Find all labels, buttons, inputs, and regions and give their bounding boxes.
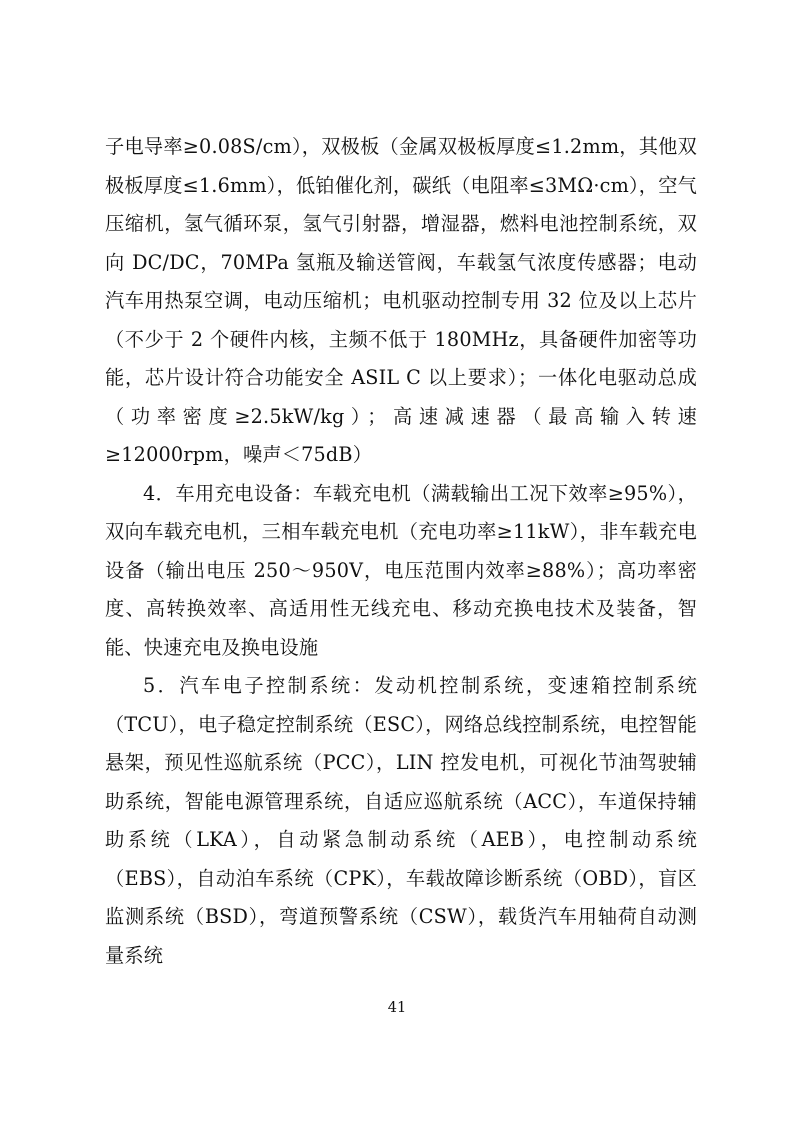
paragraph-item-4: 4．车用充电设备：车载充电机（满载输出工况下效率≥95%），双向车载充电机，三相车载充电机（充电功率≥11kW），非车载充电设备（输出电压 250～950V，电压范围内效率≥88%）；高功率密度、高转换效率、高适用性无线充电、移动充换电技术及装备，智能、快速充电及换电设施 [105,481,697,659]
page-body [105,128,697,975]
page-number: 41 [387,1000,407,1016]
paragraph-continued: 子电导率≥0.08S/cm），双极板（金属双极板厚度≤1.2mm，其他双极板厚度≤1.6mm），低铂催化剂，碳纸（电阻率≤3MΩ·cm），空气压缩机，氢气循环泵，氢气引射器，增湿器，燃料电池控制系统，双向 DC/DC，70MPa 氢瓶及输送管阀，车载氢气浓度传感器；电动汽车用热泵空调，电动压缩机；电机驱动控制专用 32 位及以上芯片（不少于 2 个硬件内核，主频不低于 180MHz，具备硬件加密等功能，芯片设计符合功能安全 ASIL C 以上要求）；一体化电驱动总成（功率密度≥2.5kW/kg）；高速减速器（最高输入转速≥12000rpm，噪声＜75dB） [105,135,697,466]
paragraph-item-5: 5．汽车电子控制系统：发动机控制系统，变速箱控制系统（TCU），电子稳定控制系统（ESC），网络总线控制系统，电控智能悬架，预见性巡航系统（PCC），LIN 控发电机，可视化节油驾驶辅助系统，智能电源管理系统，自适应巡航系统（ACC），车道保持辅助系统（LKA），自动紧急制动系统（AEB），电控制动系统（EBS），自动泊车系统（CPK），车载故障诊断系统（OBD），盲区监测系统（BSD），弯道预警系统（CSW），载货汽车用轴荷自动测量系统 [105,674,697,967]
